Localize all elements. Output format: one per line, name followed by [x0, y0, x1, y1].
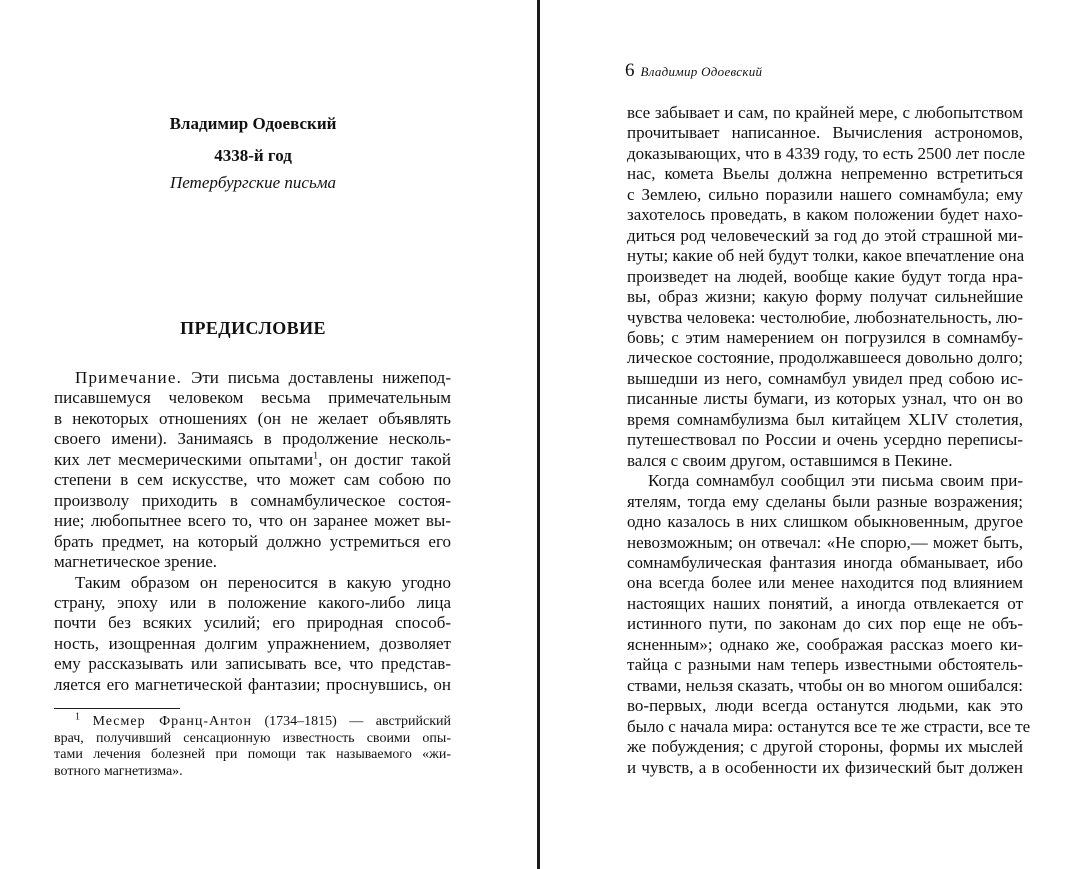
footnote-line: вотного магнетизма». — [54, 763, 183, 779]
text-line: все забывает и сам, по крайней мере, с любопытством — [627, 103, 1023, 122]
footnote-line: врач, получивший сенсационную известность своими опы- — [54, 730, 451, 746]
text-line: было с начала мира: останутся все те же страсти, все те — [627, 716, 1031, 736]
text-line: лическое состояние, продолжавшееся довольно долго; — [627, 348, 1023, 368]
author-name: Владимир Одоевский — [169, 114, 337, 133]
text-line: Примечание. Эти письма доставлены нижепод- — [75, 368, 451, 387]
section-heading: ПРЕДИСЛОВИЕ — [180, 318, 326, 338]
text-line: с Землею, сильно поразили нашего сомнамбула; ему — [627, 184, 1023, 204]
text-line: произволу приходить в сомнамбулическое состоя- — [54, 490, 451, 510]
text-line: вы, образ жизни; какую форму получат сильнейшие — [627, 287, 1023, 307]
text-line: чувства человека: честолюбие, любознательность, лю- — [627, 307, 1023, 327]
text-line: почти без всяких усилий; его природная способ- — [54, 613, 451, 633]
text-line: ясненным»; однако же, соображая рассказ моего ки- — [627, 634, 1023, 654]
work-title: 4338-й год — [214, 146, 292, 165]
text-line: настоящих наших понятий, а иногда отвлекается от — [627, 593, 1023, 613]
text-line: одно казалось в них слишком обыкновенным, другое — [627, 512, 1023, 532]
text-line: ляется его магнетической фантазии; проснувшись, он — [54, 674, 451, 694]
text-line: Когда сомнамбул сообщил эти письма своим при- — [648, 471, 1023, 491]
footnote-divider — [54, 708, 180, 709]
text-line: писанные листы бумаги, из которых узнал, что он во — [627, 389, 1023, 409]
text-line: сомнамбулическая фантазия иногда обманывает, ибо — [627, 552, 1023, 572]
footnote — [54, 711, 452, 780]
page-number: 6 — [625, 60, 635, 81]
text-line: ние; любопытнее всего то, что он заранее может вы- — [54, 511, 451, 531]
text-line: своего имени). Занимаясь в продолжение несколь- — [54, 429, 451, 449]
text-line: доказывающих, что в 4339 году, то есть 2500 лет после — [627, 143, 1026, 163]
text-line: магнетическое зрение. — [54, 552, 218, 572]
text-line: ятелям, тогда ему сделаны были разные возражения; — [627, 491, 1023, 511]
footnote-reference[interactable]: 1 — [313, 450, 319, 462]
footnote-line: тами лечения болезней при помощи так называемого «жи- — [54, 747, 451, 762]
work-subtitle: Петербургские письма — [169, 173, 337, 192]
text-line: вышедши из него, сомнамбул увидел пред собою ис- — [627, 368, 1023, 388]
text-line: вался с своим другом, оставшимся в Пекине. — [627, 450, 953, 470]
text-line: писавшемуся человеком весьма примечательным — [54, 388, 451, 408]
text-line: произведет на людей, вообще какие будут тогда нра- — [627, 266, 1023, 286]
running-header — [625, 60, 762, 82]
note-label: Примечание. — [75, 368, 183, 387]
text-line: Таким образом он переносится в какую угодно — [75, 572, 451, 592]
text-line: прочитывает написанное. Вычисления астрономов, — [627, 123, 1023, 143]
text-line: невозможным; он отвечал: «Не спорю,— может быть, — [627, 532, 1023, 552]
text-line: захотелось проведать, в каком положении будет нахо- — [627, 205, 1023, 225]
footnote-line: $^1$ Месмер Франц-Антон (1734–1815) — австрийский — [75, 711, 452, 729]
text-line: брать предмет, на который должно устремиться его — [54, 531, 451, 551]
text-line: путешествовал по России и очень усердно переписы- — [627, 430, 1023, 450]
left-page — [0, 0, 538, 869]
text-line: ких лет месмерическими опытами$^1$, он достиг такой — [54, 449, 451, 469]
footnote-name: Месмер Франц-Антон — [92, 714, 253, 729]
text-line: время сомнамбулизма был китайцем XLIV столетия, — [627, 409, 1023, 429]
text-line: во-первых, люди всегда останутся людьми, как это — [627, 696, 1023, 716]
running-title: Владимир Одоевский — [640, 64, 763, 79]
text-line: ствами, нельзя сказать, чтобы он во многом ошибался: — [627, 675, 1023, 695]
text-line: степени в сем искусстве, что может сам собою по — [54, 470, 451, 490]
text-line: ему рассказывать или записывать все, что представ- — [54, 654, 451, 674]
text-line: тайца с разными нам теперь известными обстоятель- — [627, 655, 1023, 675]
page-gutter — [537, 0, 540, 869]
text-line: бовь; с этим намерением он погрузился в сомнамбу- — [627, 327, 1023, 347]
right-page — [541, 0, 1077, 869]
footnote-marker: 1 — [75, 711, 80, 723]
text-line: истинного пути, по законам до сих пор еще не объ- — [627, 614, 1023, 634]
text-line: нас, комета Вьелы должна непременно встретиться — [627, 164, 1023, 184]
text-line: ность, изощренная долгим упражнением, дозволяет — [54, 633, 451, 653]
text-line: страну, эпоху или в положение какого-либо лица — [54, 592, 451, 612]
text-line: она всегда более или менее находится под влиянием — [627, 573, 1023, 593]
text-line: диться род человеческий за год до этой страшной ми- — [627, 225, 1023, 245]
text-line: в некоторых отношениях (он не желает объявлять — [54, 408, 451, 428]
text-line: нуты; какие об ней будут толки, какое впечатление она — [627, 246, 1025, 266]
text-line: и чувств, а в особенности их физический быт должен — [627, 757, 1023, 777]
text-line: же побуждения; с другой стороны, формы их мыслей — [627, 737, 1023, 757]
preface-body — [54, 368, 451, 695]
right-body — [627, 103, 1031, 778]
